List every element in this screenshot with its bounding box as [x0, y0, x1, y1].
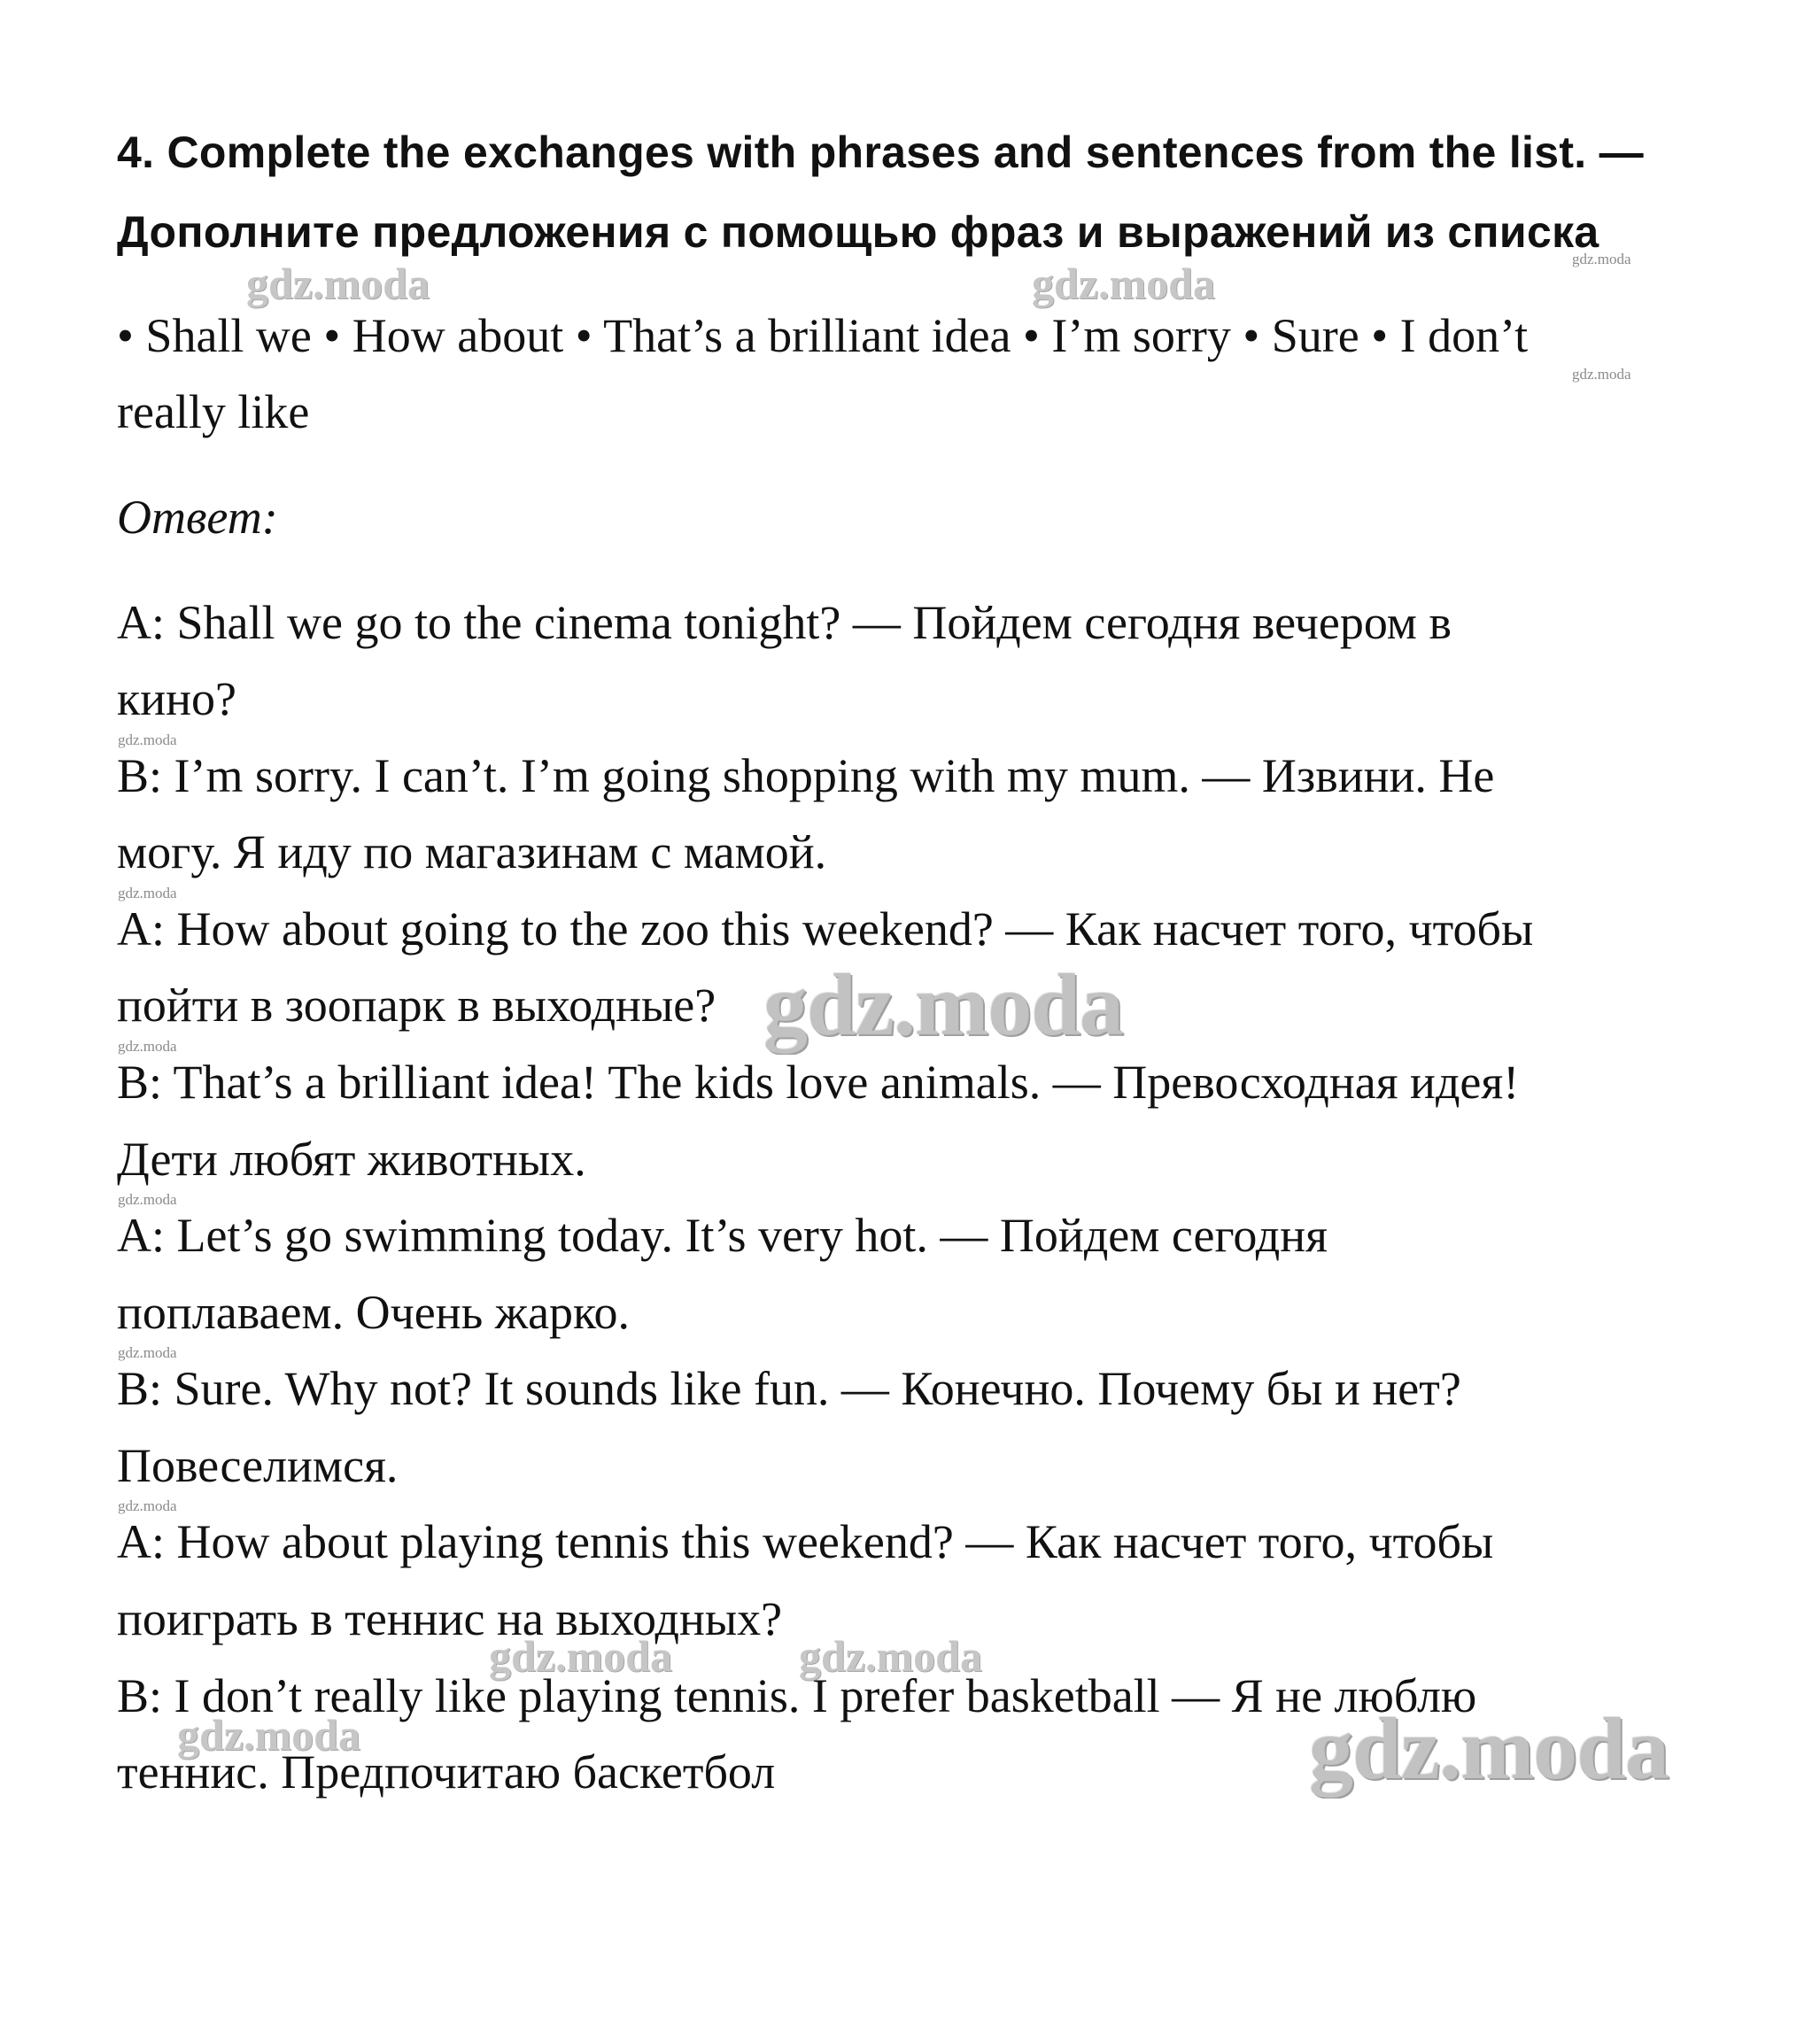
- watermark: gdz.moda: [489, 1631, 672, 1681]
- watermark: gdz.moda: [763, 955, 1123, 1054]
- watermark: gdz.moda: [118, 731, 177, 748]
- answer-line: A: How about playing tennis this weekend? — Как насчет того, чтобы: [117, 1515, 1494, 1568]
- phrase-list-line-2: really like: [117, 385, 310, 438]
- answer-line: B: Sure. Why not? It sounds like fun. — Конечно. Почему бы и нет?: [117, 1362, 1461, 1415]
- watermark: gdz.moda: [246, 259, 430, 308]
- task-heading-english: 4. Complete the exchanges with phrases and sentences from the list. —: [117, 128, 1644, 177]
- answer-line: поиграть в теннис на выходных?: [117, 1592, 783, 1645]
- watermark: gdz.moda: [118, 1497, 177, 1514]
- answer-line: поплаваем. Очень жарко.: [117, 1286, 631, 1339]
- answer-line: A: How about going to the zoo this weekend? — Как насчет того, чтобы: [117, 902, 1534, 955]
- answer-line: Дети любят животных.: [117, 1133, 586, 1186]
- answer-line: A: Shall we go to the cinema tonight? — Пойдем сегодня вечером в: [117, 596, 1452, 649]
- answer-line: пойти в зоопарк в выходные?: [117, 979, 716, 1032]
- watermark: gdz.moda: [118, 885, 177, 901]
- answer-line: A: Let’s go swimming today. It’s very hot. — Пойдем сегодня: [117, 1209, 1328, 1262]
- watermark: gdz.moda: [118, 1344, 177, 1361]
- watermark: gdz.moda: [1309, 1699, 1669, 1798]
- phrase-list-line-1: • Shall we • How about • That’s a brilliant idea • I’m sorry • Sure • I don’t: [117, 309, 1529, 362]
- watermark: gdz.moda: [799, 1631, 982, 1681]
- watermark: gdz.moda: [1572, 366, 1631, 383]
- answer-line: B: I don’t really like playing tennis. I prefer basketball — Я не люблю: [117, 1669, 1477, 1722]
- answer-line: кино?: [117, 672, 236, 725]
- answer-line: B: That’s a brilliant idea! The kids love animals. — Превосходная идея!: [117, 1056, 1520, 1109]
- watermark: gdz.moda: [1572, 251, 1631, 267]
- task-heading-russian: Дополните предложения с помощью фраз и выражений из списка: [117, 207, 1599, 257]
- answer-line: B: I’m sorry. I can’t. I’m going shopping with my mum. — Извини. Не: [117, 749, 1495, 802]
- answer-line: могу. Я иду по магазинам с мамой.: [117, 825, 827, 878]
- watermark: gdz.moda: [177, 1710, 360, 1760]
- answer-line: Повеселимся.: [117, 1439, 399, 1492]
- answer-label: Ответ:: [117, 491, 278, 544]
- watermark: gdz.moda: [118, 1191, 177, 1208]
- answer-line: теннис. Предпочитаю баскетбол: [117, 1745, 776, 1799]
- watermark: gdz.moda: [1032, 259, 1215, 308]
- watermark: gdz.moda: [118, 1038, 177, 1055]
